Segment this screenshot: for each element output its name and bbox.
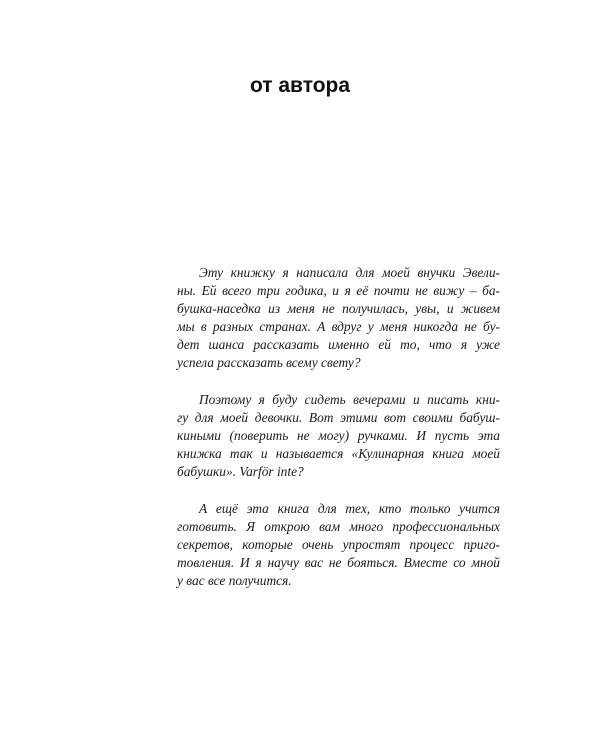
- text-line: книжка так и называется «Кулинарная книга моей: [177, 446, 500, 461]
- text-line: бушка-наседка из меня не получилась, увы, и живем: [177, 301, 500, 316]
- paragraph-2: [177, 391, 500, 481]
- text-line: ны. Ей всего три годика, и я её почти не вижу – ба-: [177, 283, 500, 298]
- page-title: от автора: [249, 74, 351, 97]
- text-line: Эту книжку я написала для моей внучки Эвели-: [199, 265, 500, 280]
- text-line: готовить. Я открою вам много профессиональных: [177, 519, 500, 534]
- text-line: успела рассказать всему свету?: [177, 355, 361, 370]
- paragraph-1: [177, 264, 500, 372]
- text-line: дет шанса рассказать именно ей то, что я уже: [177, 337, 500, 352]
- text-line: гу для моей девочки. Вот этими вот своими бабуш-: [177, 410, 500, 425]
- text-line: у вас все получится.: [177, 573, 292, 588]
- text-line: киными (поверить не могу) ручками. И пусть эта: [177, 428, 500, 443]
- text-line: мы в разных странах. А вдруг у меня никогда не бу-: [177, 319, 500, 334]
- text-line: Поэтому я буду сидеть вечерами и писать кни-: [199, 392, 500, 407]
- text-body: [177, 264, 500, 609]
- text-line: секретов, которые очень упростят процесс приго-: [177, 537, 500, 552]
- text-line: товления. И я научу вас не бояться. Вместе со мной: [177, 555, 500, 570]
- text-line: бабушки». Varför inte?: [177, 464, 304, 479]
- text-line: А ещё эта книга для тех, кто только учится: [199, 501, 500, 516]
- paragraph-3: [177, 500, 500, 590]
